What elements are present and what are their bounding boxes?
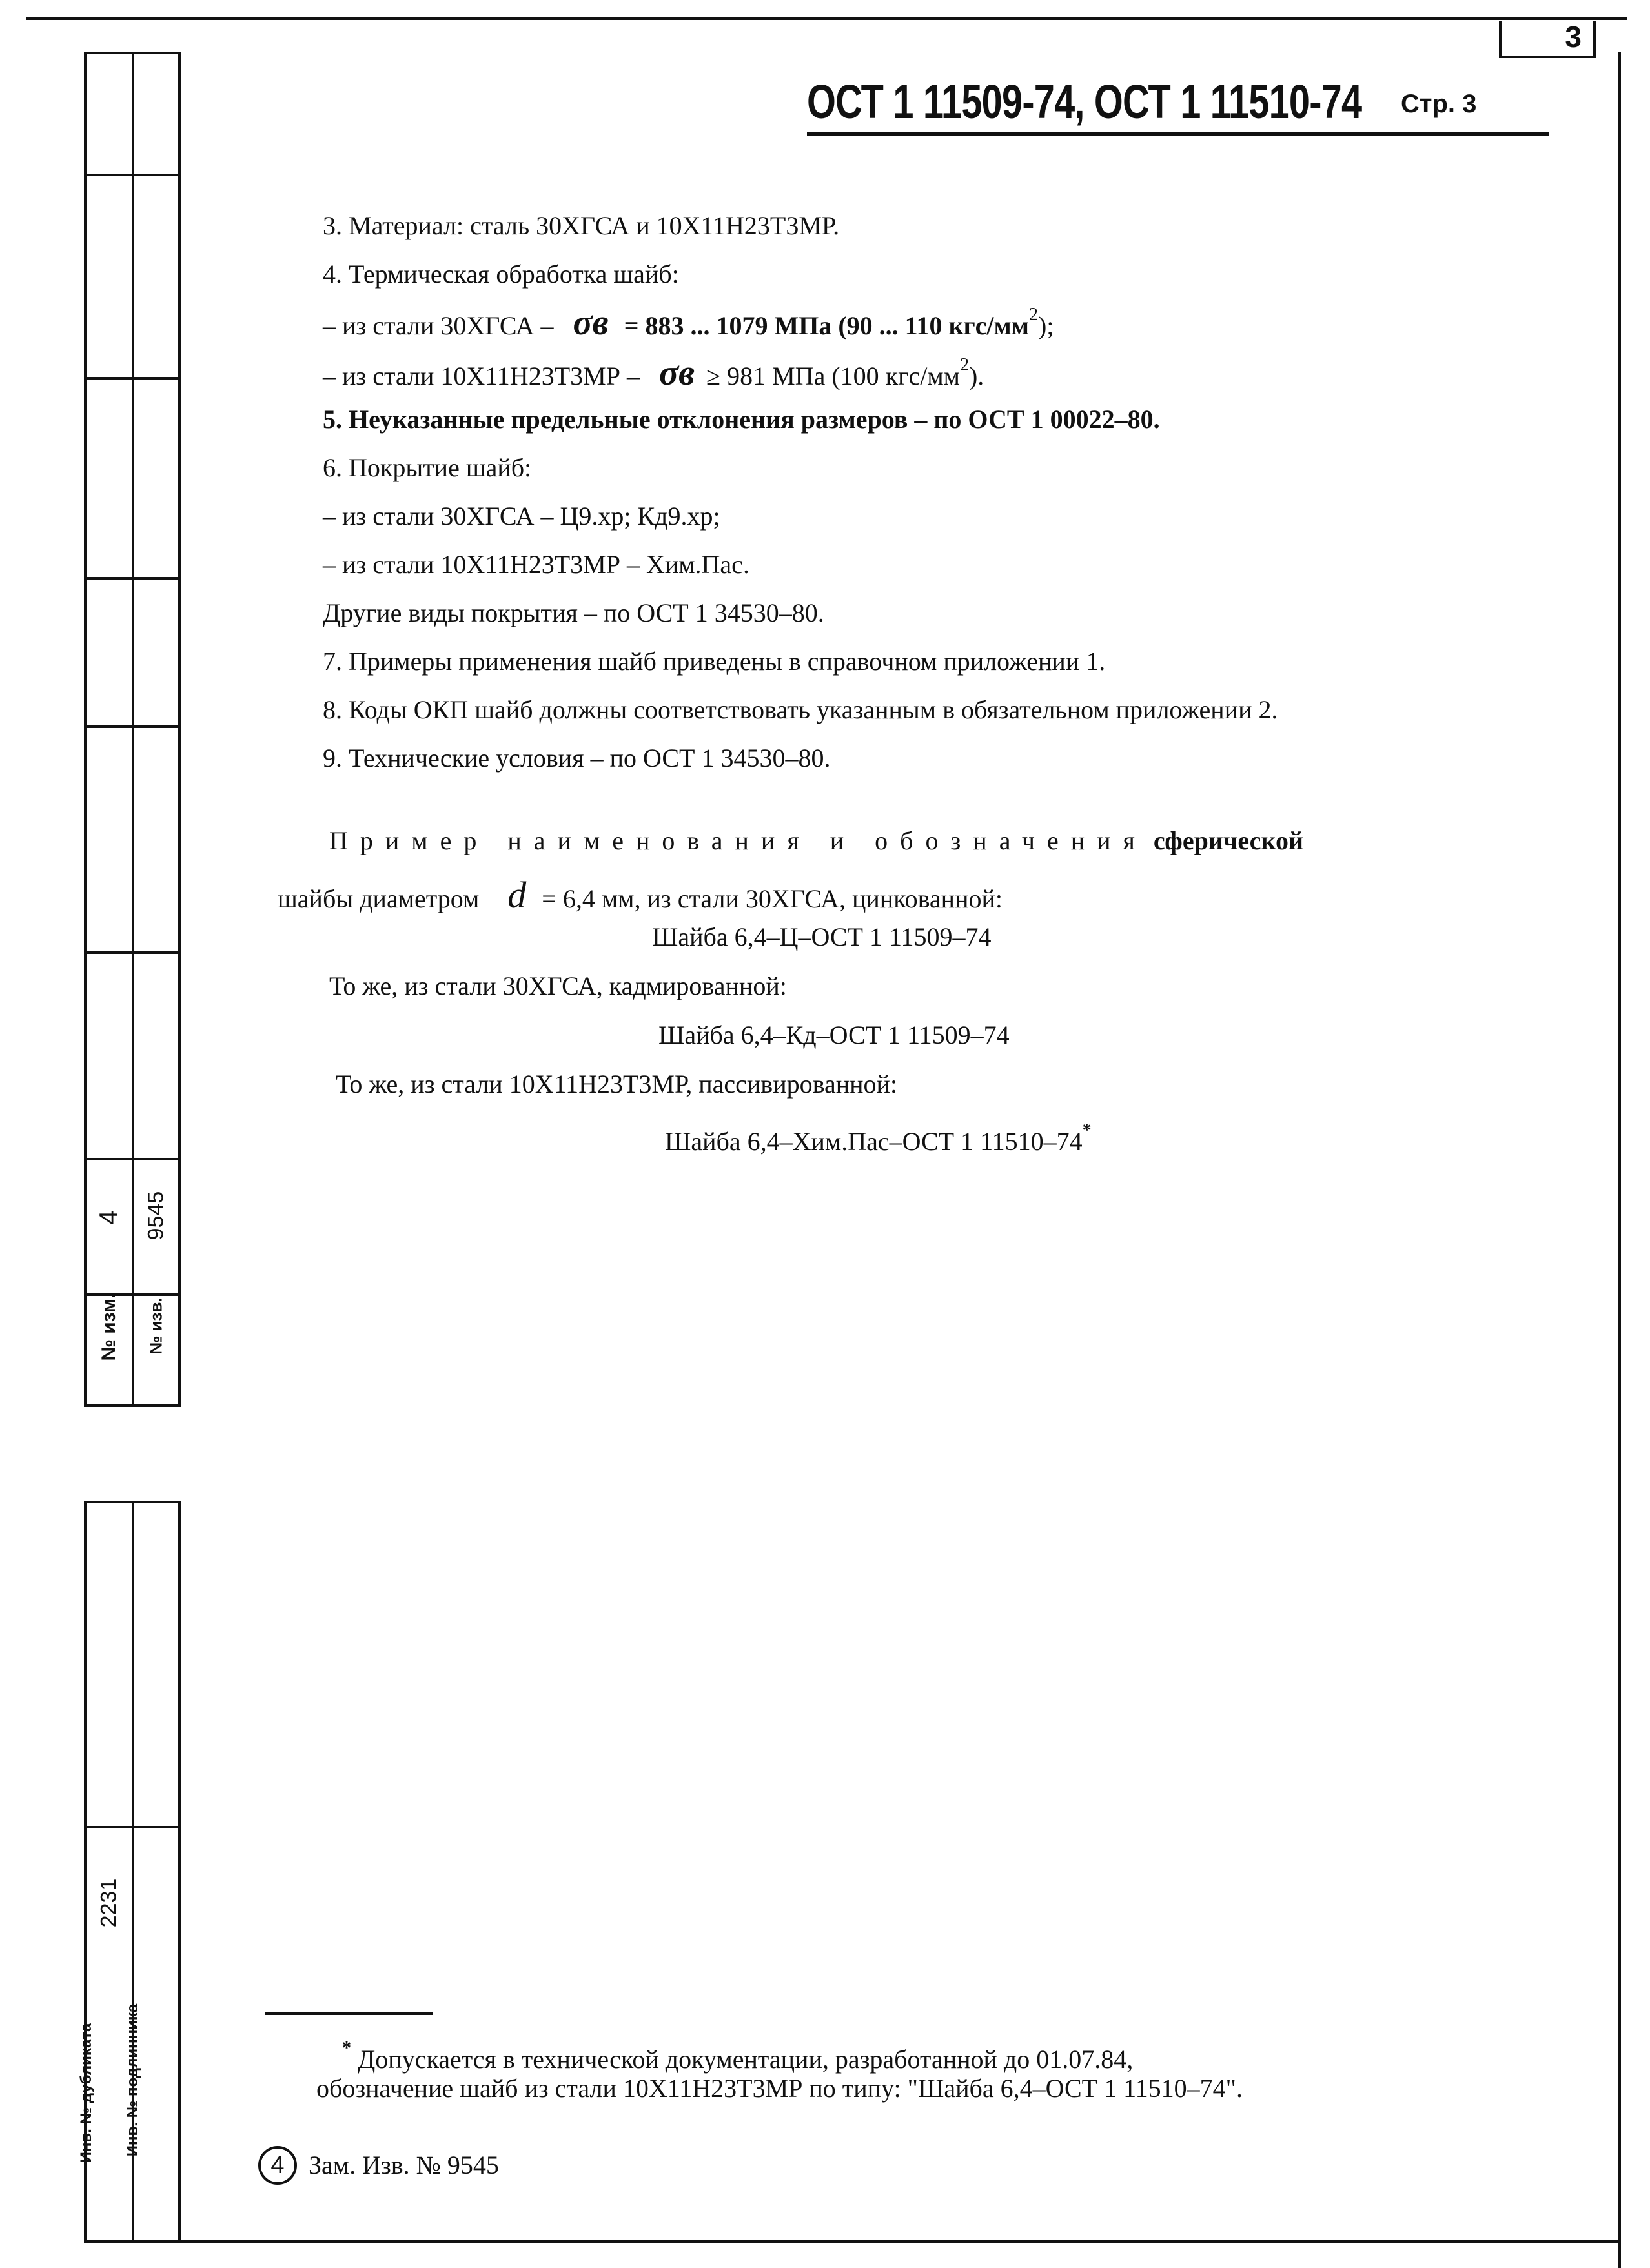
- frame-top-border: [26, 17, 1627, 20]
- item-6a-coating: – из стали 30ХГСА – Ц9.хр; Кд9.хр;: [323, 501, 720, 531]
- margin-strip-bottom: [77, 1501, 181, 2243]
- margin-strip-top: [84, 52, 181, 1407]
- designation-2: Шайба 6,4–Кд–ОСТ 1 11509–74: [658, 1020, 1010, 1049]
- notice-number-value: 9545: [143, 1191, 168, 1240]
- sheet-number: 3: [1499, 21, 1596, 58]
- sigma-b-symbol: σв: [658, 353, 695, 393]
- frame-right-border: [1618, 52, 1621, 2268]
- document-header: [807, 74, 1549, 132]
- standard-title: ОСТ 1 11509-74, ОСТ 1 11510-74: [807, 75, 1362, 128]
- item-4-heat-treatment: 4. Термическая обработка шайб:: [323, 259, 679, 289]
- original-inventory-label: Инв. № подлинника: [124, 2003, 141, 2157]
- example-line-2: шайбы диаметром d = 6,4 мм, из стали 30ХГСА, цинкованной:: [278, 874, 1003, 916]
- sigma-b-symbol: σв: [573, 303, 609, 343]
- item-5-tolerances: 5. Неуказанные предельные отклонения размеров – по ОСТ 1 00022–80.: [323, 405, 1160, 434]
- footnote-marker: *: [1082, 1120, 1092, 1140]
- header-underline: [807, 132, 1549, 136]
- same-line-1: То же, из стали 30ХГСА, кадмированной:: [329, 971, 787, 1000]
- frame-bottom-border: [84, 2240, 1620, 2243]
- same-line-2: То же, из стали 10Х11Н23Т3МР, пассивированной:: [336, 1069, 898, 1099]
- change-number-value: 4: [94, 1210, 123, 1225]
- footnote-line-1: * Допускается в технической документации, разработанной до 01.07.84,: [342, 2038, 1134, 2074]
- item-9-specifications: 9. Технические условия – по ОСТ 1 34530–80.: [323, 744, 831, 773]
- item-6c-other-coatings: Другие виды покрытия – по ОСТ 1 34530–80.: [323, 598, 824, 627]
- change-number-label: № изм.: [98, 1293, 119, 1361]
- item-8-okp-codes: 8. Коды ОКП шайб должны соответствовать указанным в обязательном приложении 2.: [323, 695, 1278, 724]
- duplicate-inventory-label: Инв. № дубликата: [77, 2023, 95, 2163]
- original-inventory-value: 2231: [96, 1878, 121, 1928]
- item-4b-line: – из стали 10Х11Н23Т3МР – σв ≥ 981 МПа (100 кгс/$мм^2$).: [323, 353, 984, 393]
- diameter-symbol: d: [507, 874, 527, 916]
- page-label: Стр. 3: [1401, 90, 1477, 118]
- notice-number-label: № изв.: [146, 1297, 166, 1355]
- footnote-line-2: обозначение шайб из стали 10Х11Н23Т3МР по типу: "Шайба 6,4–ОСТ 1 11510–74".: [316, 2074, 1243, 2103]
- change-note: 4 Зам. Изв. № 9545: [258, 2146, 499, 2185]
- designation-1: Шайба 6,4–Ц–ОСТ 1 11509–74: [652, 922, 992, 951]
- item-4a-line: – из стали 30ХГСА – σв = 883 ... 1079 МПа (90 ... 110 кгс/$мм^2$);: [323, 303, 1054, 343]
- item-3-material: 3. Материал: сталь 30ХГСА и 10Х11Н23Т3МР.: [323, 211, 840, 240]
- example-heading-line: Пример наименования и обозначения сферической: [329, 826, 1303, 855]
- item-7-examples: 7. Примеры применения шайб приведены в справочном приложении 1.: [323, 647, 1106, 676]
- item-6-coating: 6. Покрытие шайб:: [323, 453, 532, 482]
- footnote-rule: [265, 2012, 433, 2015]
- item-6b-coating: – из стали 10Х11Н23Т3МР – Хим.Пас.: [323, 550, 749, 579]
- change-number-circle: 4: [258, 2146, 297, 2185]
- designation-3-line: Шайба 6,4–Хим.Пас–ОСТ 1 11510–74*: [665, 1120, 1092, 1156]
